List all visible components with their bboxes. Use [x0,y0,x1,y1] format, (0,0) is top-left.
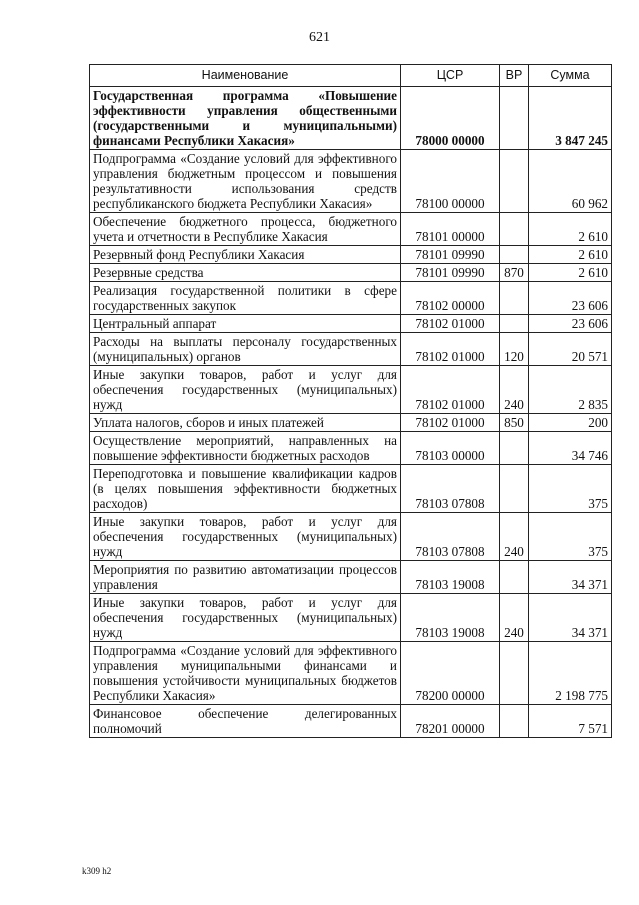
row-sum: 2 835 [529,366,612,414]
row-vr: 240 [500,513,529,561]
row-name: Реализация государственной политики в сфере государственных закупок [90,282,401,315]
row-csr: 78102 00000 [401,282,500,315]
table-row [90,246,612,264]
row-csr: 78200 00000 [401,642,500,705]
table-row [90,432,612,465]
row-sum: 375 [529,465,612,513]
table-row [90,705,612,738]
row-name: Иные закупки товаров, работ и услуг для обеспечения государственных (муниципальных) нужд [90,513,401,561]
table-row [90,513,612,561]
table-row [90,594,612,642]
row-sum: 34 371 [529,594,612,642]
row-vr [500,282,529,315]
table-row [90,414,612,432]
row-vr: 120 [500,333,529,366]
table-header-row [90,65,612,87]
row-sum: 200 [529,414,612,432]
row-csr: 78103 00000 [401,432,500,465]
row-name: Осуществление мероприятий, направленных на повышение эффективности бюджетных расходов [90,432,401,465]
row-name: Резервные средства [90,264,401,282]
row-csr: 78101 09990 [401,264,500,282]
table-row [90,366,612,414]
row-name: Мероприятия по развитию автоматизации процессов управления [90,561,401,594]
row-sum: 375 [529,513,612,561]
row-name: Переподготовка и повышение квалификации кадров (в целях повышения эффективности бюджетных расходов) [90,465,401,513]
row-vr [500,432,529,465]
table-row [90,213,612,246]
row-csr: 78103 07808 [401,513,500,561]
row-csr: 78103 19008 [401,594,500,642]
table-row [90,561,612,594]
row-vr [500,465,529,513]
row-csr: 78101 00000 [401,213,500,246]
row-vr [500,642,529,705]
row-sum: 7 571 [529,705,612,738]
row-csr: 78103 19008 [401,561,500,594]
row-csr: 78102 01000 [401,315,500,333]
table-row [90,282,612,315]
row-sum: 23 606 [529,282,612,315]
row-sum: 2 198 775 [529,642,612,705]
row-vr [500,246,529,264]
row-csr: 78103 07808 [401,465,500,513]
row-name: Обеспечение бюджетного процесса, бюджетного учета и отчетности в Республике Хакасия [90,213,401,246]
header-csr: ЦСР [401,65,500,87]
row-csr: 78000 00000 [401,87,500,150]
header-sum: Сумма [529,65,612,87]
row-sum: 20 571 [529,333,612,366]
table-row [90,315,612,333]
row-name: Центральный аппарат [90,315,401,333]
budget-table [89,64,612,738]
row-sum: 2 610 [529,246,612,264]
row-vr [500,87,529,150]
row-vr [500,705,529,738]
row-csr: 78102 01000 [401,366,500,414]
row-name: Иные закупки товаров, работ и услуг для обеспечения государственных (муниципальных) нужд [90,366,401,414]
row-name: Расходы на выплаты персоналу государственных (муниципальных) органов [90,333,401,366]
header-name: Наименование [90,65,401,87]
row-vr: 850 [500,414,529,432]
row-csr: 78201 00000 [401,705,500,738]
row-vr [500,150,529,213]
table-row [90,333,612,366]
table-row [90,87,612,150]
row-sum: 60 962 [529,150,612,213]
row-name: Подпрограмма «Создание условий для эффективного управления муниципальными финансами и повышения устойчивости муниципальных бюджетов Республики Хакасия» [90,642,401,705]
table-row [90,264,612,282]
row-csr: 78102 01000 [401,333,500,366]
row-sum: 34 371 [529,561,612,594]
row-sum: 2 610 [529,264,612,282]
row-name: Подпрограмма «Создание условий для эффективного управления бюджетным процессом и повышения результативности использования средств республиканского бюджета Республики Хакасия» [90,150,401,213]
row-vr: 870 [500,264,529,282]
row-sum: 3 847 245 [529,87,612,150]
row-csr: 78102 01000 [401,414,500,432]
footer-code: k309 h2 [82,866,112,876]
row-name: Резервный фонд Республики Хакасия [90,246,401,264]
row-vr [500,561,529,594]
row-vr [500,213,529,246]
row-csr: 78101 09990 [401,246,500,264]
row-sum: 23 606 [529,315,612,333]
row-sum: 2 610 [529,213,612,246]
page-number: 621 [309,30,330,45]
row-vr: 240 [500,594,529,642]
row-name: Государственная программа «Повышение эффективности управления общественными (государственными и муниципальными) финансами Республики Хакасия» [90,87,401,150]
header-vr: ВР [500,65,529,87]
row-csr: 78100 00000 [401,150,500,213]
row-vr: 240 [500,366,529,414]
row-name: Финансовое обеспечение делегированных полномочий [90,705,401,738]
row-name: Уплата налогов, сборов и иных платежей [90,414,401,432]
row-sum: 34 746 [529,432,612,465]
row-vr [500,315,529,333]
table-body [90,87,612,738]
table-row [90,642,612,705]
table-row [90,150,612,213]
row-name: Иные закупки товаров, работ и услуг для обеспечения государственных (муниципальных) нужд [90,594,401,642]
table-row [90,465,612,513]
